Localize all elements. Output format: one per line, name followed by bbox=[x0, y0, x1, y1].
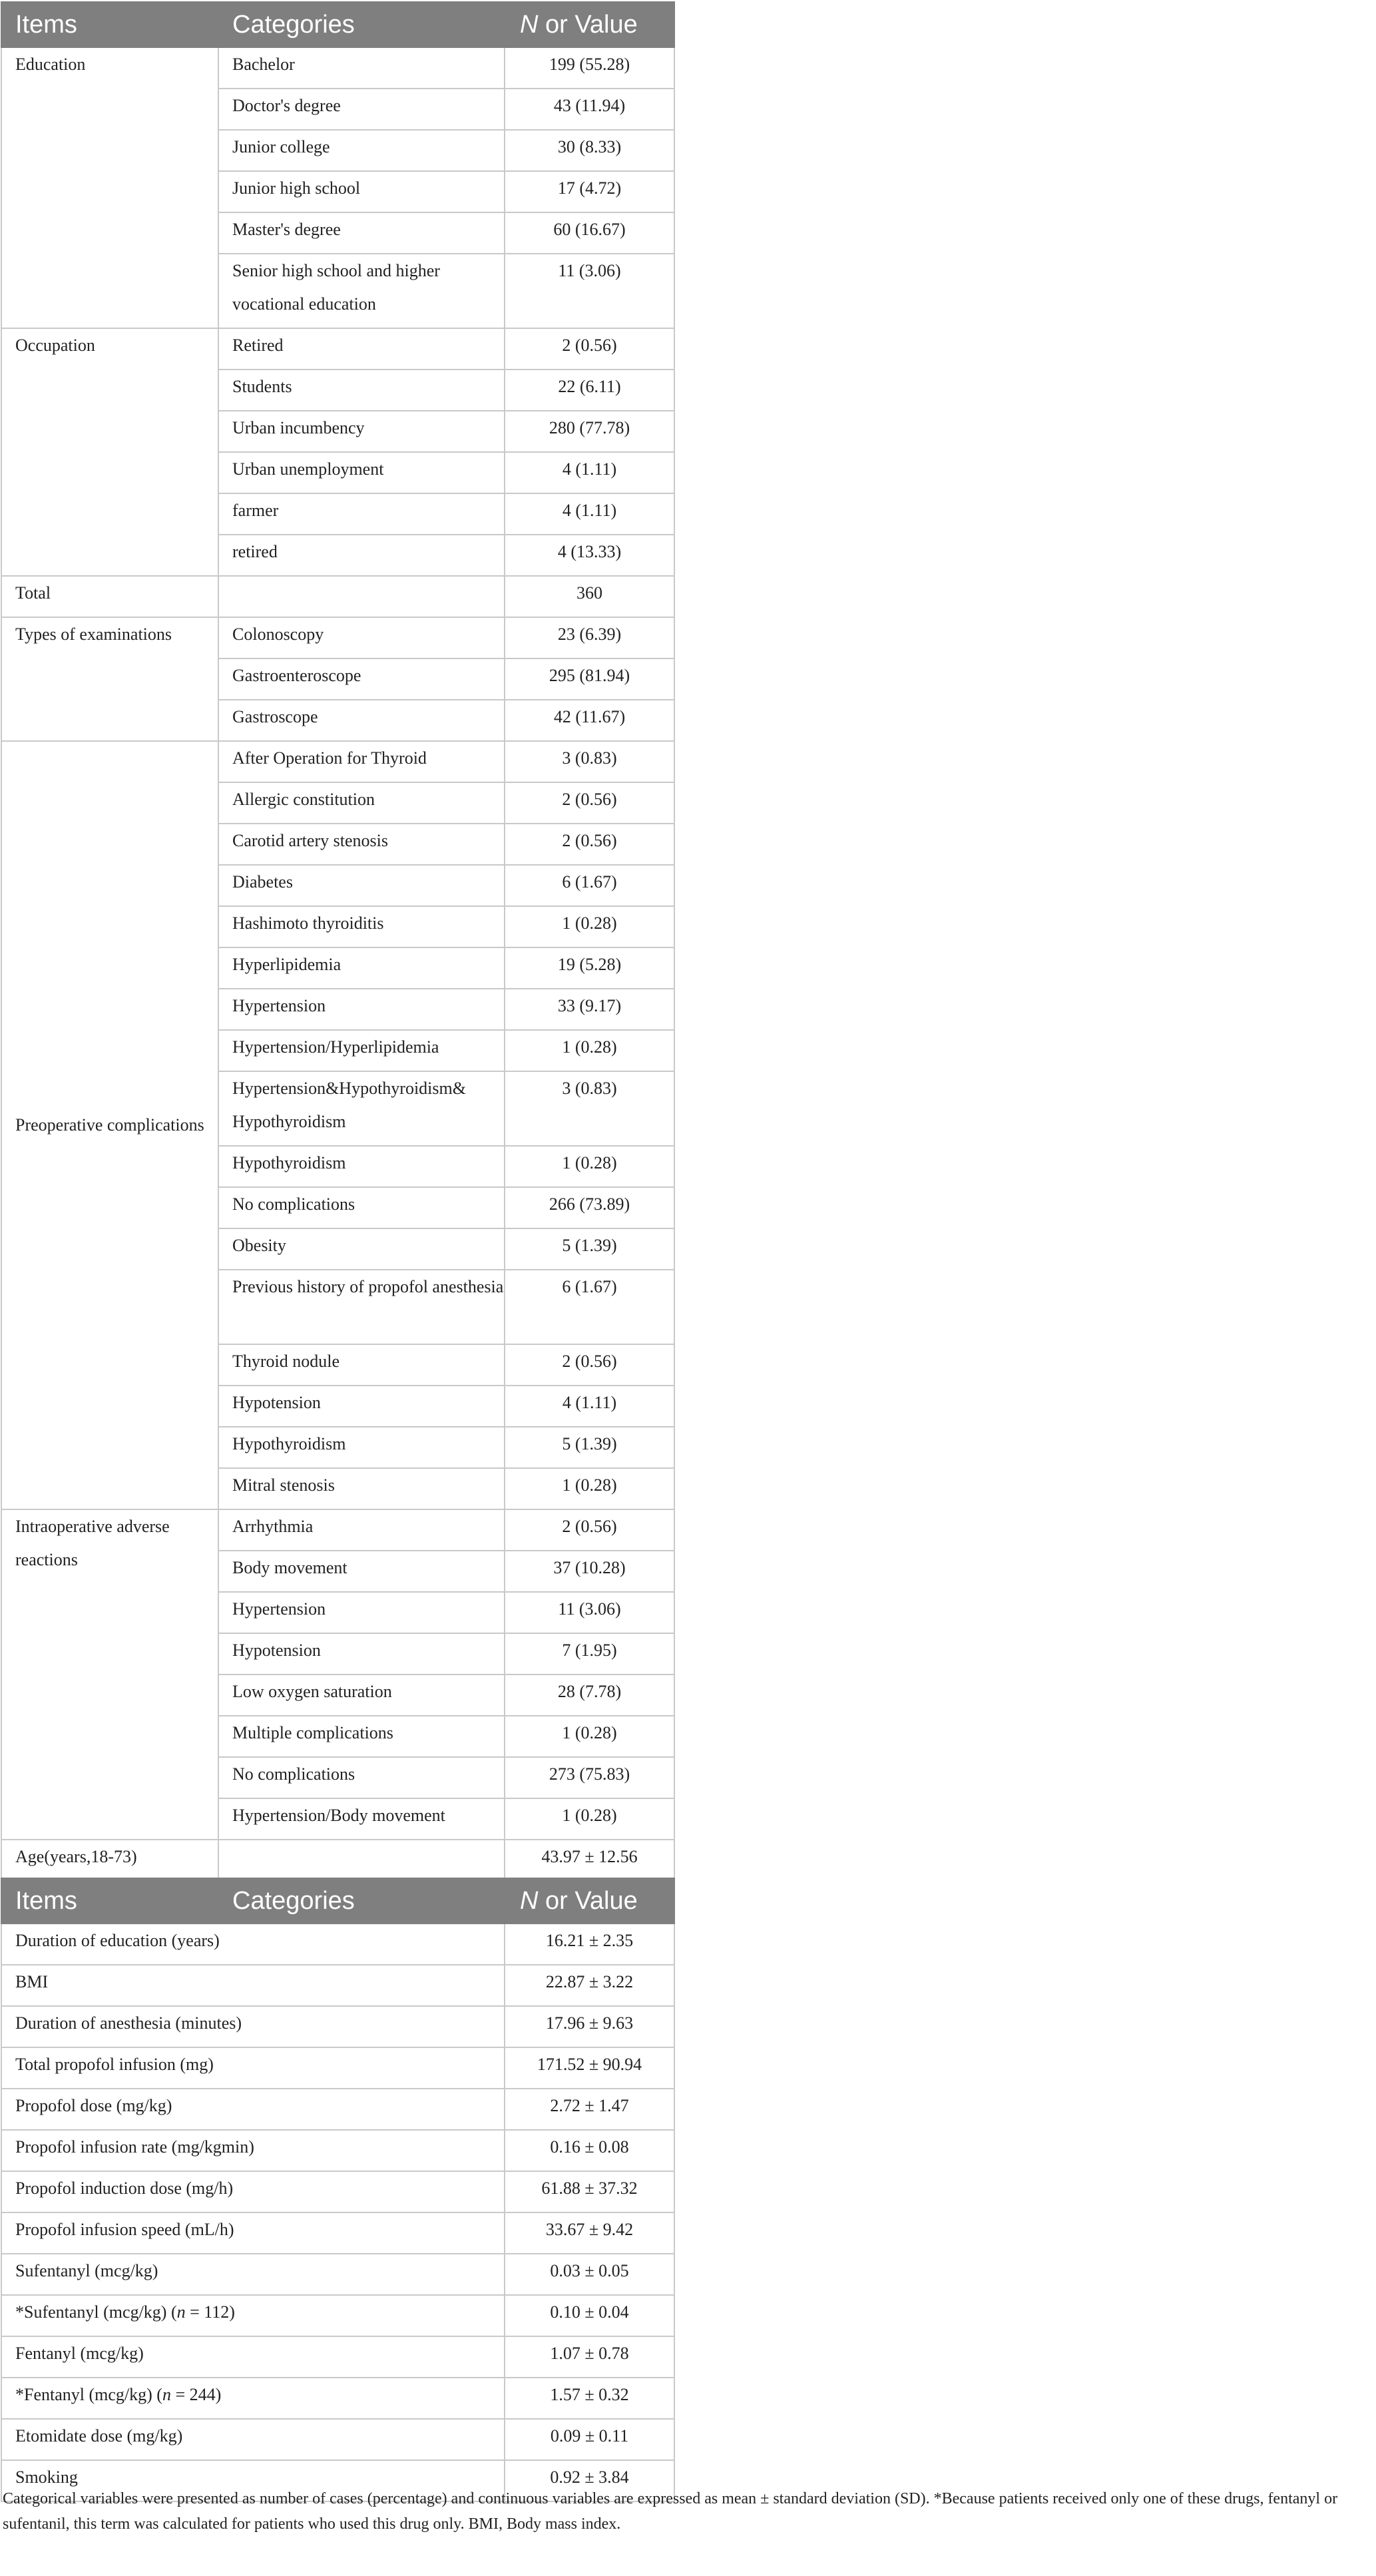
row-category: Retired bbox=[218, 328, 505, 370]
row-category: Hyperlipidemia bbox=[218, 947, 505, 989]
header-items: Items bbox=[1, 1878, 218, 1924]
characteristics-table-body bbox=[1, 47, 674, 1881]
row-item-label: Etomidate dose (mg/kg) bbox=[1, 2419, 505, 2460]
row-category: Gastroenteroscope bbox=[218, 658, 505, 700]
header-value: N or Value bbox=[505, 1878, 674, 1924]
row-value: 17.96 ± 9.63 bbox=[505, 2006, 674, 2047]
row-value: 61.88 ± 37.32 bbox=[505, 2171, 674, 2212]
row-category: Hypertension&Hypothyroidism& Hypothyroidism bbox=[218, 1071, 505, 1146]
row-value: 1.57 ± 0.32 bbox=[505, 2378, 674, 2419]
row-item-label: Propofol infusion speed (mL/h) bbox=[1, 2212, 505, 2254]
table-row bbox=[1, 2419, 674, 2460]
continuous-variables-table bbox=[1, 1878, 675, 2502]
row-category: Hypertension/Hyperlipidemia bbox=[218, 1030, 505, 1071]
row-value: 5 (1.39) bbox=[505, 1228, 674, 1270]
row-value: 2 (0.56) bbox=[505, 824, 674, 865]
row-value: 6 (1.67) bbox=[505, 865, 674, 906]
row-category: Junior college bbox=[218, 130, 505, 171]
table-row bbox=[1, 2336, 674, 2378]
row-value: 1 (0.28) bbox=[505, 1468, 674, 1509]
row-value: 0.16 ± 0.08 bbox=[505, 2130, 674, 2171]
row-value: 2.72 ± 1.47 bbox=[505, 2089, 674, 2130]
row-category: Hashimoto thyroiditis bbox=[218, 906, 505, 947]
table-header-row bbox=[1, 2, 674, 47]
table-row bbox=[1, 2378, 674, 2419]
row-value: 2 (0.56) bbox=[505, 782, 674, 824]
table-row bbox=[1, 1509, 674, 1551]
table-row bbox=[1, 2254, 674, 2295]
row-category: Diabetes bbox=[218, 865, 505, 906]
row-value: 266 (73.89) bbox=[505, 1187, 674, 1228]
table-header-row bbox=[1, 1878, 674, 1924]
row-category: Senior high school and higher vocational education bbox=[218, 254, 505, 328]
row-category: farmer bbox=[218, 493, 505, 535]
row-category: Thyroid nodule bbox=[218, 1344, 505, 1386]
table-row bbox=[1, 576, 674, 617]
row-category: Hypothyroidism bbox=[218, 1427, 505, 1468]
row-value: 2 (0.56) bbox=[505, 1509, 674, 1551]
row-category: Urban unemployment bbox=[218, 452, 505, 493]
row-item-label: Education bbox=[1, 47, 218, 328]
row-value: 0.10 ± 0.04 bbox=[505, 2295, 674, 2336]
table-row bbox=[1, 2212, 674, 2254]
row-value: 1 (0.28) bbox=[505, 1716, 674, 1757]
row-value: 11 (3.06) bbox=[505, 254, 674, 328]
continuous-variables-table-body bbox=[1, 1924, 674, 2501]
row-category: After Operation for Thyroid bbox=[218, 741, 505, 782]
row-category: Multiple complications bbox=[218, 1716, 505, 1757]
row-value: 22.87 ± 3.22 bbox=[505, 1965, 674, 2006]
row-item-label: Propofol induction dose (mg/h) bbox=[1, 2171, 505, 2212]
row-value: 199 (55.28) bbox=[505, 47, 674, 89]
table-row bbox=[1, 2130, 674, 2171]
row-value: 280 (77.78) bbox=[505, 411, 674, 452]
row-category: Gastroscope bbox=[218, 700, 505, 741]
row-category: Hypertension bbox=[218, 1592, 505, 1633]
row-item-label: Age(years,18-73) bbox=[1, 1840, 218, 1881]
table-footnote: Categorical variables were presented as number of cases (percentage) and continuous variables are expressed as mean ± standard deviation (SD). *Because patients received only one of these drugs, fentanyl or sufentanil, this term was calculated for patients who used this drug only. BMI, Body mass index. bbox=[3, 2490, 1338, 2533]
row-value: 360 bbox=[505, 576, 674, 617]
row-value: 3 (0.83) bbox=[505, 741, 674, 782]
row-value: 33.67 ± 9.42 bbox=[505, 2212, 674, 2254]
row-item-label: *Sufentanyl (mcg/kg) (n = 112) bbox=[1, 2295, 505, 2336]
row-category: retired bbox=[218, 535, 505, 576]
row-category: Hypotension bbox=[218, 1633, 505, 1674]
row-value: 4 (1.11) bbox=[505, 493, 674, 535]
characteristics-table bbox=[1, 1, 675, 1882]
row-category: Mitral stenosis bbox=[218, 1468, 505, 1509]
table-row bbox=[1, 2171, 674, 2212]
row-item-label: Duration of education (years) bbox=[1, 1924, 505, 1965]
row-category bbox=[218, 1840, 505, 1881]
row-value: 4 (13.33) bbox=[505, 535, 674, 576]
row-value: 43 (11.94) bbox=[505, 89, 674, 130]
row-value: 4 (1.11) bbox=[505, 452, 674, 493]
table-row bbox=[1, 617, 674, 658]
row-category: Bachelor bbox=[218, 47, 505, 89]
row-value: 30 (8.33) bbox=[505, 130, 674, 171]
header-categories: Categories bbox=[218, 2, 505, 47]
row-value: 5 (1.39) bbox=[505, 1427, 674, 1468]
row-item-label: Total bbox=[1, 576, 218, 617]
header-value: N or Value bbox=[505, 2, 674, 47]
row-item-label: Intraoperative adverse reactions bbox=[1, 1509, 218, 1840]
row-value: 16.21 ± 2.35 bbox=[505, 1924, 674, 1965]
row-value: 11 (3.06) bbox=[505, 1592, 674, 1633]
row-value: 1 (0.28) bbox=[505, 1030, 674, 1071]
row-value: 33 (9.17) bbox=[505, 989, 674, 1030]
header-categories: Categories bbox=[218, 1878, 505, 1924]
table-row bbox=[1, 2089, 674, 2130]
row-value: 3 (0.83) bbox=[505, 1071, 674, 1146]
row-value: 1 (0.28) bbox=[505, 906, 674, 947]
row-value: 17 (4.72) bbox=[505, 171, 674, 212]
row-item-label: Propofol infusion rate (mg/kgmin) bbox=[1, 2130, 505, 2171]
header-items: Items bbox=[1, 2, 218, 47]
row-category: Body movement bbox=[218, 1551, 505, 1592]
row-category: Hypothyroidism bbox=[218, 1146, 505, 1187]
row-value: 42 (11.67) bbox=[505, 700, 674, 741]
row-value: 6 (1.67) bbox=[505, 1270, 674, 1344]
table-row bbox=[1, 1840, 674, 1881]
table-row bbox=[1, 1965, 674, 2006]
row-value: 295 (81.94) bbox=[505, 658, 674, 700]
table-row bbox=[1, 2047, 674, 2089]
row-category: Hypertension/Body movement bbox=[218, 1798, 505, 1840]
row-item-label: Fentanyl (mcg/kg) bbox=[1, 2336, 505, 2378]
table-row bbox=[1, 328, 674, 370]
row-value: 37 (10.28) bbox=[505, 1551, 674, 1592]
row-value: 0.92 ± 3.84 bbox=[505, 2460, 674, 2501]
table-row bbox=[1, 47, 674, 89]
row-item-label: BMI bbox=[1, 1965, 505, 2006]
row-category: Hypotension bbox=[218, 1386, 505, 1427]
table-row bbox=[1, 2006, 674, 2047]
row-category: No complications bbox=[218, 1757, 505, 1798]
row-category: Colonoscopy bbox=[218, 617, 505, 658]
row-value: 0.09 ± 0.11 bbox=[505, 2419, 674, 2460]
row-category: Allergic constitution bbox=[218, 782, 505, 824]
row-item-label: Duration of anesthesia (minutes) bbox=[1, 2006, 505, 2047]
row-value: 4 (1.11) bbox=[505, 1386, 674, 1427]
row-category: Master's degree bbox=[218, 212, 505, 254]
row-value: 1 (0.28) bbox=[505, 1798, 674, 1840]
row-value: 22 (6.11) bbox=[505, 370, 674, 411]
row-item-label: Types of examinations bbox=[1, 617, 218, 741]
table-row bbox=[1, 1924, 674, 1965]
table-row bbox=[1, 2295, 674, 2336]
row-item-label: Total propofol infusion (mg) bbox=[1, 2047, 505, 2089]
row-value: 1.07 ± 0.78 bbox=[505, 2336, 674, 2378]
row-category: No complications bbox=[218, 1187, 505, 1228]
row-category: Low oxygen saturation bbox=[218, 1674, 505, 1716]
row-category: Previous history of propofol anesthesia bbox=[218, 1270, 505, 1344]
row-category: Hypertension bbox=[218, 989, 505, 1030]
row-item-label: Preoperative complications bbox=[1, 741, 218, 1509]
row-value: 2 (0.56) bbox=[505, 328, 674, 370]
row-category: Urban incumbency bbox=[218, 411, 505, 452]
row-category bbox=[218, 576, 505, 617]
row-item-label: Propofol dose (mg/kg) bbox=[1, 2089, 505, 2130]
row-category: Junior high school bbox=[218, 171, 505, 212]
row-value: 19 (5.28) bbox=[505, 947, 674, 989]
row-value: 43.97 ± 12.56 bbox=[505, 1840, 674, 1881]
row-item-label: Occupation bbox=[1, 328, 218, 576]
row-value: 0.03 ± 0.05 bbox=[505, 2254, 674, 2295]
row-value: 2 (0.56) bbox=[505, 1344, 674, 1386]
row-category: Arrhythmia bbox=[218, 1509, 505, 1551]
row-value: 273 (75.83) bbox=[505, 1757, 674, 1798]
row-category: Doctor's degree bbox=[218, 89, 505, 130]
row-item-label: Smoking bbox=[1, 2460, 505, 2501]
row-value: 1 (0.28) bbox=[505, 1146, 674, 1187]
row-category: Carotid artery stenosis bbox=[218, 824, 505, 865]
row-item-label: Sufentanyl (mcg/kg) bbox=[1, 2254, 505, 2295]
row-category: Students bbox=[218, 370, 505, 411]
row-value: 7 (1.95) bbox=[505, 1633, 674, 1674]
table-row bbox=[1, 741, 674, 782]
row-item-label: *Fentanyl (mcg/kg) (n = 244) bbox=[1, 2378, 505, 2419]
row-value: 28 (7.78) bbox=[505, 1674, 674, 1716]
row-value: 60 (16.67) bbox=[505, 212, 674, 254]
row-category: Obesity bbox=[218, 1228, 505, 1270]
row-value: 23 (6.39) bbox=[505, 617, 674, 658]
row-value: 171.52 ± 90.94 bbox=[505, 2047, 674, 2089]
